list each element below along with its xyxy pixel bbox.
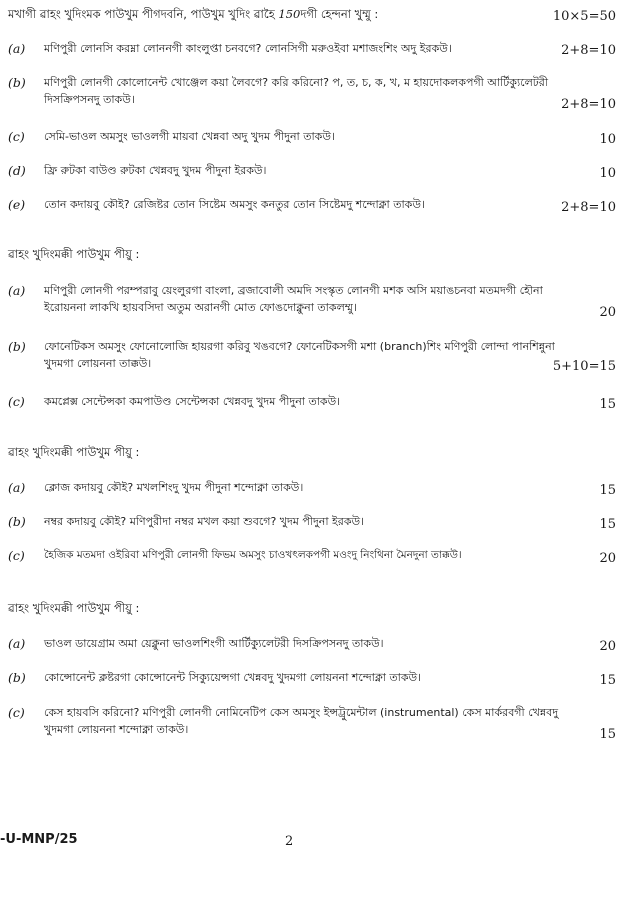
paper-code: -U-MNP/25 — [0, 832, 78, 847]
part-text: হৈজিক মতমদা ওইরিবা মণিপুরী লোনগী ফিভম অমসুং চাওখৎলকপগী মওংদু নিংথিনা মৈনদুনা তাক্কউ। — [44, 549, 462, 561]
part-marks: 20 — [599, 639, 616, 654]
part-marks: 2+8=10 — [561, 200, 616, 215]
part-marks: 2+8=10 — [561, 97, 616, 112]
part-text: মণিপুরী লোনগী কোলোনেন্ট খোঞ্জেল কয়া লৈবগে? করি করিনো? প, ত, চ, ক, খ, ম হায়দোকলকপগী আর্টিক্যুলেটরী দিসক্রিপসনদু তাকউ। — [44, 76, 548, 106]
part-label: (a) — [8, 41, 26, 56]
part-marks: 15 — [599, 397, 616, 412]
section-heading: ৱাহং খুদিংমক্কী পাউখুম পীয়ু : — [8, 445, 140, 459]
page-number: 2 — [285, 834, 294, 849]
part-label: (a) — [8, 480, 26, 495]
part-label: (b) — [8, 670, 26, 685]
part-text: নম্বর কদায়বু কৌই? মণিপুরীদা নম্বর মখল কয়া শুবগে? খুদম পীদুনা ইরকউ। — [44, 515, 365, 528]
part-marks: 20 — [599, 551, 616, 566]
section-heading: ৱাহং খুদিংমক্কী পাউখুম পীয়ু : — [8, 247, 140, 261]
part-text: মণিপুরী লোনসি করম্না লোননগী কাংলুপ্তা চনবগে? লোনসিগী মরুওইবা মশাজংশিং অদু ইরকউ। — [44, 42, 452, 55]
part-label: (c) — [8, 705, 25, 720]
part-text: ফোনেটিকস অমসুং ফোনোলোজি হায়রগা করিবু খঙবগে? ফোনেটিকসগী মশা (branch)শিং মণিপুরী লোন্দা পানশিন্নুনা খুদমগা লোয়ননা তাক্কউ। — [44, 340, 555, 370]
part-text: ফ্রি রুটকা বাউণ্ড রুটকা খেন্নবদু খুদম পীদুনা ইরকউ। — [44, 164, 267, 177]
part-text: কোন্সোনেন্ট ক্লষ্টরগা কোন্সোনেন্ট সিক্যুয়েন্সগা খেন্নবদু খুদমগা লোয়ননা শন্দোক্না তাকউ। — [44, 671, 422, 684]
part-marks: 15 — [599, 673, 616, 688]
part-marks: 15 — [599, 483, 616, 498]
part-text: সেমি-ভাওল অমসুং ভাওলগী মায়বা খেন্নবা অদু খুদম পীদুনা তাকউ। — [44, 130, 335, 143]
part-marks: 15 — [599, 517, 616, 532]
part-label: (b) — [8, 75, 26, 90]
part-label: (c) — [8, 394, 25, 409]
part-label: (b) — [8, 514, 26, 529]
part-label: (b) — [8, 339, 26, 354]
part-label: (c) — [8, 129, 25, 144]
intro-text: মখাগী ৱাহং খুদিংমক পাউখুম পীগদবনি, পাউখুম খুদিং ৱাহৈ — [8, 7, 275, 21]
section-heading: ৱাহং খুদিংমক্কী পাউখুম পীয়ু : — [8, 601, 140, 615]
part-text: মণিপুরী লোনগী পরম্পরাবু য়েংলুরগা বাংলা, ব্রজাবোলী অমদি সংস্কৃত লোনগী মশক অসি ময়াঙচনবা মতমদগী হৌনা ইরোয়ননা লাকখি হায়বসিদা অতুম অরানগী মোত ফোঙদোক্নুনা তাকলম্মু। — [44, 284, 543, 314]
part-marks: 10 — [599, 132, 616, 147]
part-label: (d) — [8, 163, 26, 178]
part-marks: 5+10=15 — [552, 359, 616, 374]
question-intro — [8, 6, 608, 23]
part-marks: 2+8=10 — [561, 43, 616, 58]
intro-number: 150 — [278, 7, 301, 21]
part-marks: 15 — [599, 727, 616, 742]
part-marks: 20 — [599, 305, 616, 320]
part-label: (c) — [8, 548, 25, 563]
part-text: ক্লোজ কদায়বু কৌই? মখলশিংদু খুদম পীদুনা শন্দোক্না তাকউ। — [44, 481, 304, 494]
part-label: (e) — [8, 197, 26, 212]
part-label: (a) — [8, 636, 26, 651]
part-text: তোন কদায়বু কৌই? রেজিষ্টর তোন সিষ্টেম অমসুং কনতুর তোন সিষ্টেমদু শন্দোক্না তাকউ। — [44, 198, 425, 211]
part-marks: 10 — [599, 166, 616, 181]
part-text: ভাওল ডায়েগ্রাম অমা য়েক্নুনা ভাওলশিংগী আর্টিক্যুলেটরী দিসক্রিপসনদু তাকউ। — [44, 637, 384, 650]
part-label: (a) — [8, 283, 26, 298]
question-marks: 10×5=50 — [552, 9, 616, 24]
intro-tail: দগী হেন্দনা খুম্মু : — [300, 7, 379, 21]
part-text: কমপ্লেক্স সেন্টেন্সকা কমপাউণ্ড সেন্টেন্সকা খেন্নবদু খুদম পীদুনা তাকউ। — [44, 395, 341, 408]
part-text: কেস হায়বসি করিনো? মণিপুরী লোনগী নোমিনেটিপ কেস অমসুং ইন্সট্রুমেন্টাল (instrumental) কেস মার্করবগী খেন্নবদু খুদমগা লোয়ননা শন্দোক্না তাকউ। — [44, 706, 559, 736]
